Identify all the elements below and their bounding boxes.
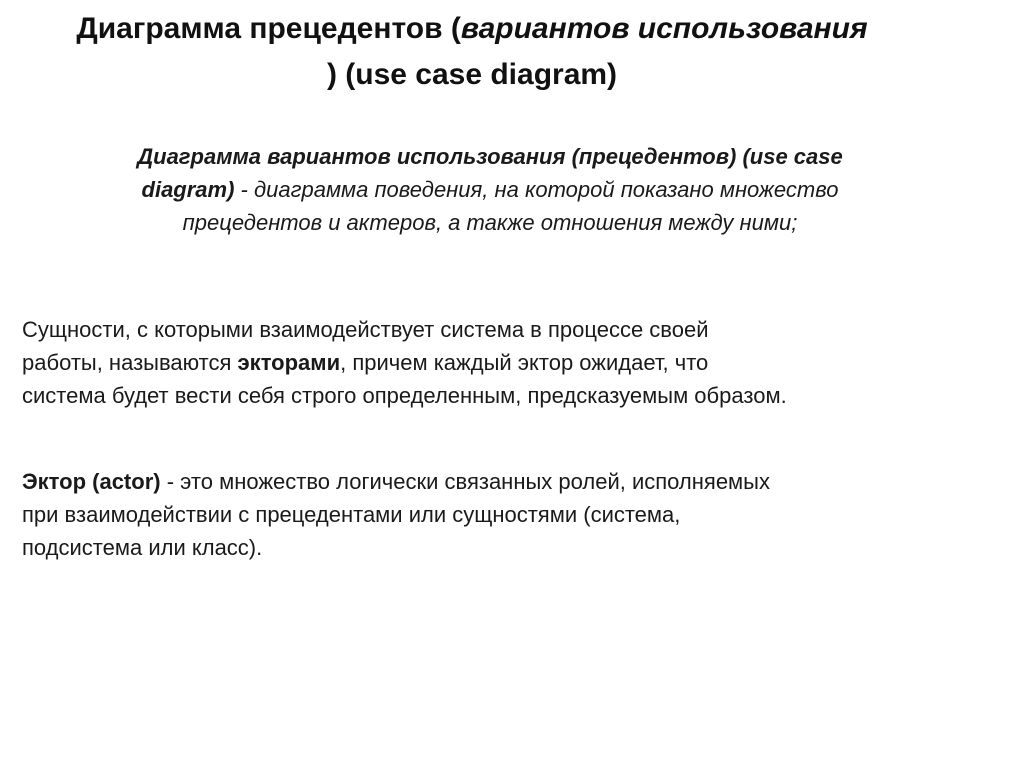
- actors-text-line2a: работы, называются: [22, 350, 238, 375]
- slide-title: [0, 6, 944, 98]
- title-text: Диаграмма прецедентов (: [76, 12, 461, 45]
- actors-paragraph: [22, 313, 982, 412]
- actor-term: Эктор (actor): [22, 469, 161, 494]
- definition-block: [40, 140, 940, 239]
- title-text-line2: ) (use case diagram): [326, 58, 618, 91]
- actors-text-line1: Сущности, с которыми взаимодействует система в процессе своей: [22, 317, 709, 342]
- actor-def-text-line1: - это множество логически связанных ролей, исполняемых: [160, 469, 770, 494]
- title-italic-text: вариантов использования: [460, 12, 868, 45]
- actor-def-text-line3: подсистема или класс).: [22, 535, 263, 560]
- definition-text-line2: - диаграмма поведения, на которой показано множество: [234, 177, 839, 202]
- actors-term: экторами: [237, 350, 341, 375]
- actors-text-line2b: , причем каждый эктор ожидает, что: [340, 350, 709, 375]
- actor-def-text-line2: при взаимодействии с прецедентами или сущностями (система,: [22, 502, 681, 527]
- actors-text-line3: система будет вести себя строго определенным, предсказуемым образом.: [22, 383, 787, 408]
- definition-text-line3: прецедентов и актеров, а также отношения между ними;: [182, 210, 798, 235]
- actor-definition-paragraph: [22, 465, 982, 564]
- definition-term-line1: Диаграмма вариантов использования (прецедентов) (use case: [137, 144, 843, 169]
- definition-term-line2: diagram): [141, 177, 235, 202]
